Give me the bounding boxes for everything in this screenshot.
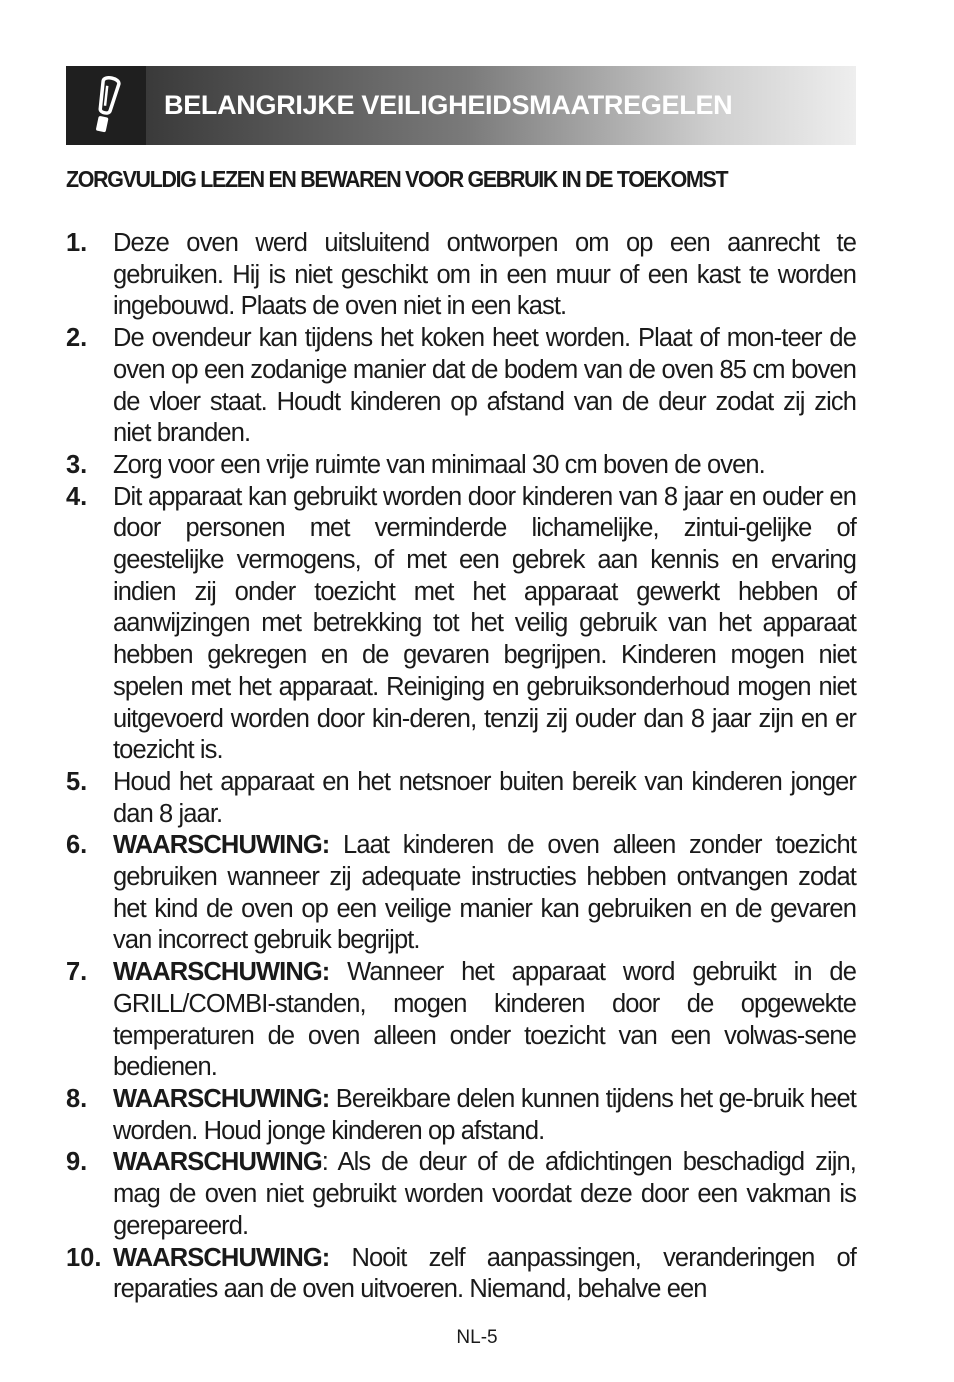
item-number: 9. <box>66 1148 88 1177</box>
item-number: 1. <box>66 229 88 257</box>
list-item <box>66 1243 856 1306</box>
section-title: BELANGRIJKE VEILIGHEIDSMAATREGELEN <box>164 90 733 120</box>
subtitle: ZORGVULDIG LEZEN EN BEWAREN VOOR GEBRUIK IN DE TOEKOMST <box>66 166 728 192</box>
exclamation-icon <box>86 76 126 136</box>
item-warning: WAARSCHUWING <box>113 1148 322 1177</box>
item-number: 7. <box>66 958 88 987</box>
list-item <box>66 1147 856 1242</box>
list-item <box>66 1084 856 1147</box>
item-warning: WAARSCHUWING: <box>113 831 330 860</box>
item-text: Laat kinderen de oven alleen zonder toezicht gebruiken wanneer zij adequate instructies hebben ontvangen zodat het kind de oven op een veilige manier kan gebruiken en de gevaren van incorrect gebruik begrijpt. <box>113 831 856 955</box>
item-text: Nooit zelf aanpassingen, veranderingen of reparaties aan de oven uitvoeren. Niemand, behalve een <box>113 1243 856 1304</box>
list-item <box>66 228 856 323</box>
item-text: Zorg voor een vrije ruimte van minimaal 30 cm boven de oven. <box>113 450 765 479</box>
item-number: 8. <box>66 1084 88 1113</box>
section-header <box>66 66 856 145</box>
item-text: Dit apparaat kan gebruikt worden door kinderen van 8 jaar en ouder en door personen met verminderde lichamelijke, zintui-gelijke of geestelijke vermogens, of met een gebrek aan kennis en ervaring indien zij onder toezicht met het apparaat gewerkt hebben of aanwijzingen met betrekking tot het veilig gebruik van het apparaat hebben gekregen en de gevaren begrijpen. Kinderen mogen niet spelen met het apparaat. Reiniging en gebruiksonderhoud mogen niet uitgevoerd worden door kin-deren, tenzij zij ouder dan 8 jaar zijn en er toezicht is. <box>113 482 856 765</box>
item-text: Bereikbare delen kunnen tijdens het ge-bruik heet worden. Houd jonge kinderen op afstand. <box>113 1084 856 1145</box>
header-bar <box>146 66 856 145</box>
list-item <box>66 830 856 957</box>
item-text: Houd het apparaat en het netsnoer buiten bereik van kinderen jonger dan 8 jaar. <box>113 767 856 828</box>
item-text: : Als de deur of de afdichtingen beschadigd zijn, mag de oven niet gebruikt worden voordat deze door een vakman is gerepareerd. <box>113 1148 856 1240</box>
item-warning: WAARSCHUWING: <box>113 958 330 987</box>
safety-list <box>66 228 856 1306</box>
item-text: De ovendeur kan tijdens het koken heet worden. Plaat of mon-teer de oven op een zodanige manier dat de bodem van de oven 85 cm boven de vloer staat. Houdt kinderen op afstand van de deur zodat zij zich niet branden. <box>113 324 856 448</box>
item-text: Deze oven werd uitsluitend ontworpen om op een aanrecht te gebruiken. Hij is niet geschikt om in een muur of een kast te worden ingebouwd. Plaats de oven niet in een kast. <box>113 229 856 321</box>
list-item <box>66 450 856 482</box>
item-number: 10. <box>66 1243 102 1272</box>
item-warning: WAARSCHUWING: <box>113 1084 330 1113</box>
item-warning: WAARSCHUWING: <box>113 1243 330 1272</box>
list-item <box>66 767 856 830</box>
list-item <box>66 957 856 1084</box>
icon-box <box>66 66 146 145</box>
item-number: 5. <box>66 767 88 796</box>
page-number: NL-5 <box>456 1327 498 1348</box>
list-item <box>66 323 856 450</box>
item-number: 4. <box>66 482 88 511</box>
item-number: 6. <box>66 831 88 860</box>
item-number: 3. <box>66 450 88 479</box>
item-number: 2. <box>66 324 88 353</box>
list-item <box>66 482 856 767</box>
item-text: Wanneer het apparaat word gebruikt in de GRILL/COMBI-standen, mogen kinderen door de opgewekte temperaturen de oven alleen onder toezicht van een volwas-sene bedienen. <box>113 958 856 1082</box>
